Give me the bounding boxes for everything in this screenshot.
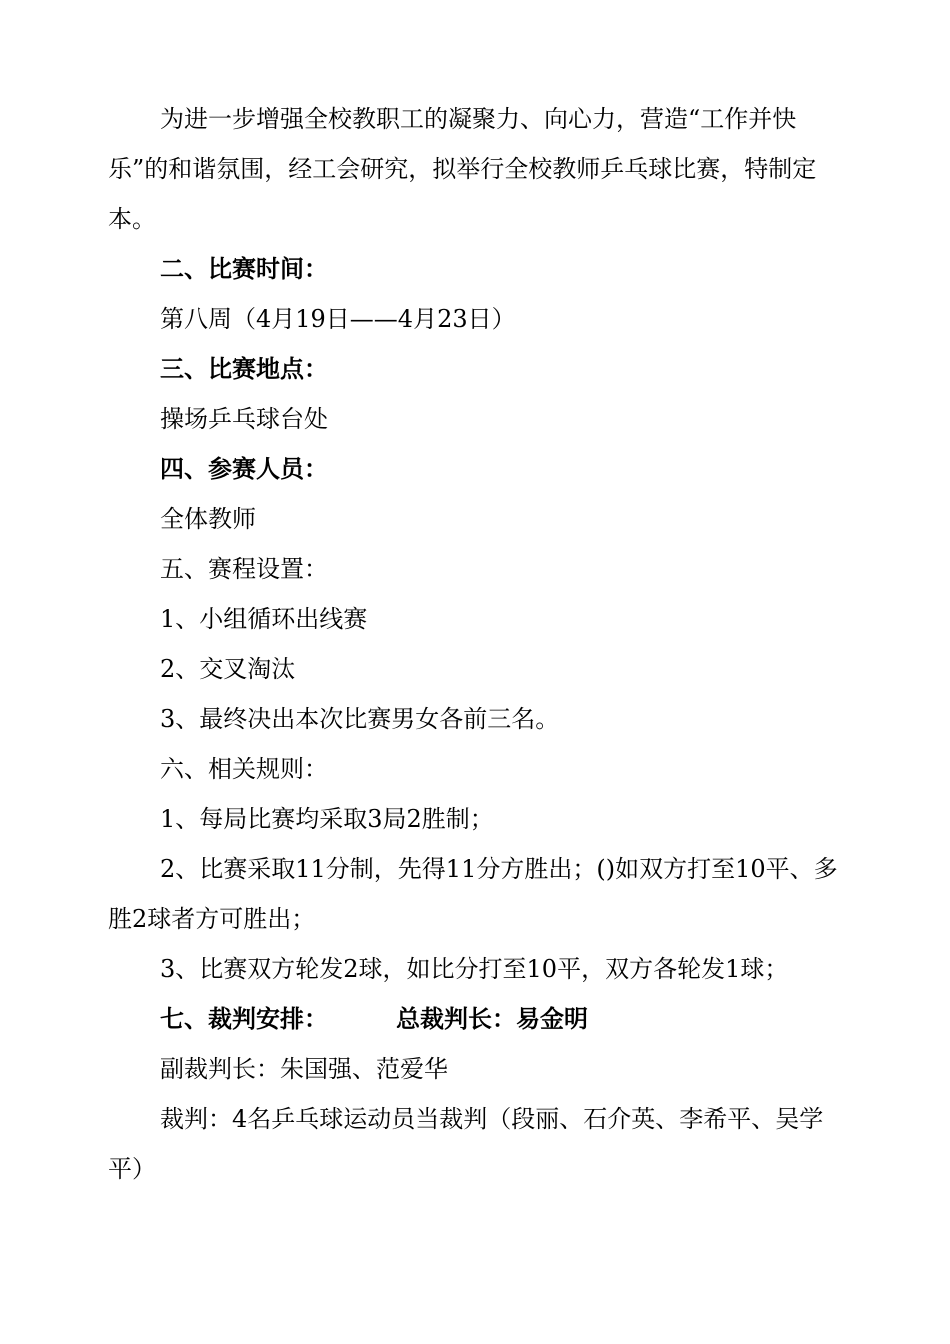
section-heading-people: 四、参赛人员： [160, 454, 328, 483]
intro-paragraph: 为进一步增强全校教职工的凝聚力、向心力，营造“工作并快乐”的和谐氛围，经工会研究，拟举行全校教师乒乓球比赛，特制定本。 [108, 105, 817, 233]
place-value: 操场乒乓球台处 [160, 405, 328, 433]
section-heading-referee: 七、裁判安排： [160, 1004, 328, 1033]
schedule-item: 3、最终决出本次比赛男女各前三名。 [160, 705, 560, 733]
schedule-item: 2、交叉淘汰 [160, 655, 296, 683]
schedule-item: 1、小组循环出线赛 [160, 605, 368, 633]
deputy-referee: 副裁判长：朱国强、范爱华 [160, 1055, 448, 1083]
referees: 裁判：4名乒乓球运动员当裁判（段丽、石介英、李希平、吴学平） [108, 1105, 824, 1183]
section-heading-schedule: 五、赛程设置： [160, 555, 328, 583]
section-heading-place: 三、比赛地点： [160, 354, 328, 383]
rules-item: 1、每局比赛均采取3局2胜制； [160, 805, 494, 833]
document-page [108, 94, 848, 1194]
time-value: 第八周（4月19日——4月23日） [160, 305, 516, 333]
rules-item: 3、比赛双方轮发2球，如比分打至10平，双方各轮发1球； [160, 955, 789, 983]
referee-line [108, 994, 848, 1044]
section-heading-rules: 六、相关规则： [160, 755, 328, 783]
people-value: 全体教师 [160, 505, 256, 533]
chief-referee: 总裁判长：易金明 [396, 1004, 588, 1033]
section-heading-time: 二、比赛时间： [160, 254, 328, 283]
rules-item: 2、比赛采取11分制，先得11分方胜出；()如双方打至10平、多胜2球者方可胜出； [108, 855, 838, 933]
